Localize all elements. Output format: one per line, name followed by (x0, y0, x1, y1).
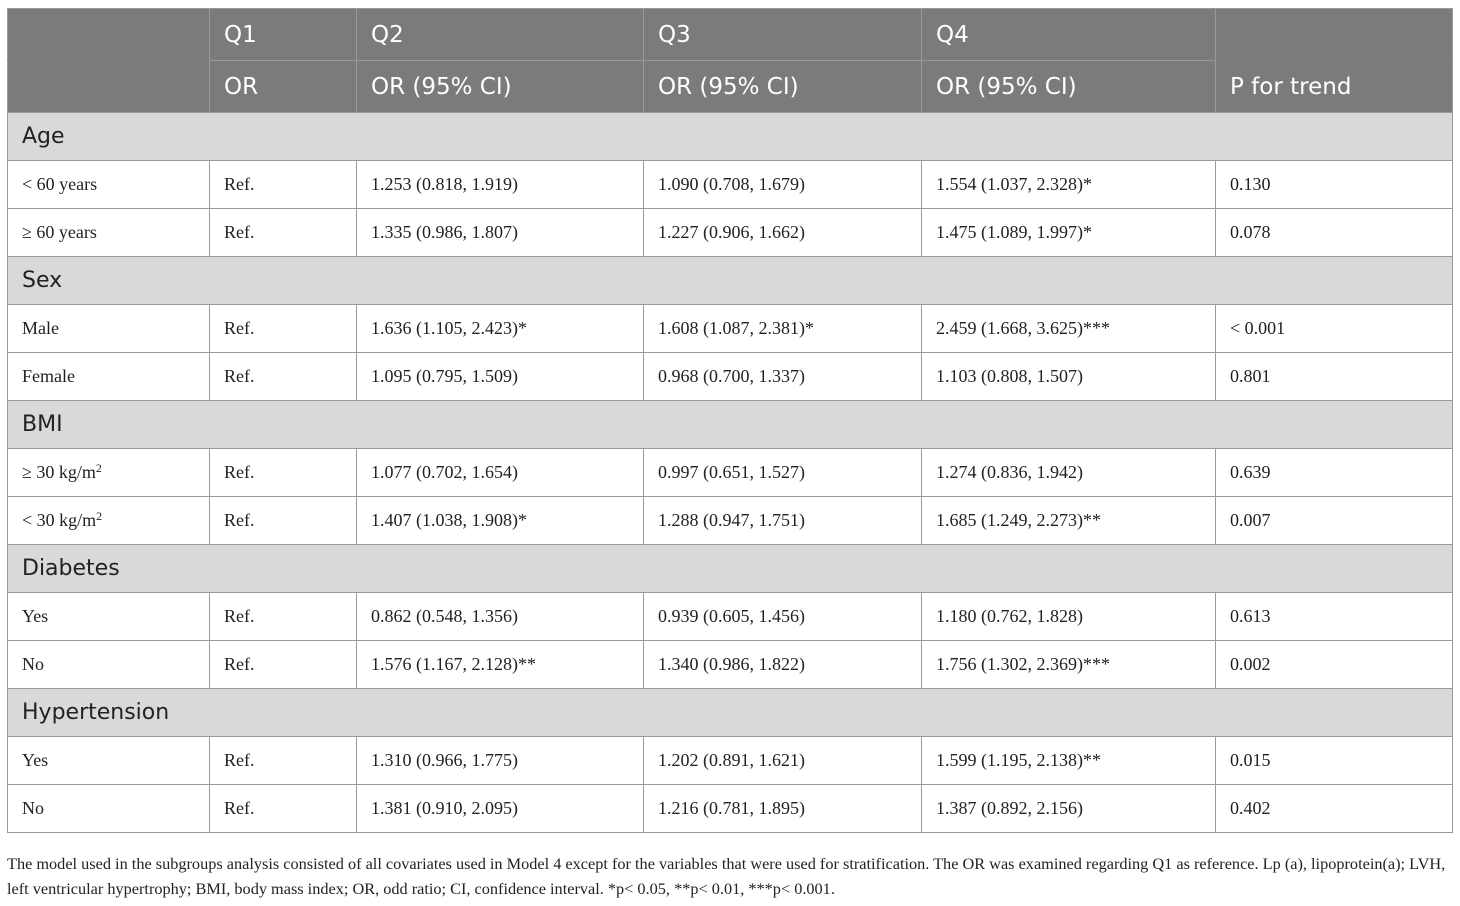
subgroup-label-cell (8, 497, 210, 545)
header-q2: Q2 (357, 9, 644, 61)
table-row (8, 353, 1453, 401)
table-footnote: The model used in the subgroups analysis consisted of all covariates used in Model 4 except for the variables that were used for stratification. The OR was examined regarding Q1 as reference. Lp (a), lipoprotein(a); LVH, left ventricular hypertrophy; BMI, body mass index; OR, odd ratio; CI, confidence interval. *p< 0.05, **p< 0.01, ***p< 0.001. (7, 854, 1446, 898)
subgroup-label-cell (8, 305, 210, 353)
q2-cell: 1.077 (0.702, 1.654) (357, 449, 644, 497)
table-body (8, 113, 1453, 833)
q1-cell: Ref. (210, 785, 357, 833)
q1-cell: Ref. (210, 449, 357, 497)
q4-cell: 1.387 (0.892, 2.156) (922, 785, 1216, 833)
subgroup-label-cell (8, 641, 210, 689)
q1-cell: Ref. (210, 209, 357, 257)
q3-cell: 0.997 (0.651, 1.527) (644, 449, 922, 497)
group-label: BMI (8, 401, 1453, 449)
group-label: Hypertension (8, 689, 1453, 737)
q4-cell: 1.475 (1.089, 1.997)* (922, 209, 1216, 257)
table-row (8, 737, 1453, 785)
q4-cell: 1.756 (1.302, 2.369)*** (922, 641, 1216, 689)
group-row (8, 113, 1453, 161)
q1-cell: Ref. (210, 305, 357, 353)
q3-cell: 1.202 (0.891, 1.621) (644, 737, 922, 785)
subgroup-label: Yes (22, 750, 49, 770)
unit-superscript: 2 (95, 461, 102, 475)
table-row (8, 785, 1453, 833)
q1-cell: Ref. (210, 737, 357, 785)
subgroup-label: No (22, 654, 44, 674)
subgroup-label: < 30 kg/m (22, 510, 97, 530)
header-or: OR (210, 61, 357, 113)
table-row (8, 161, 1453, 209)
header-or-ci: OR (95% CI) (644, 61, 922, 113)
q3-cell: 1.090 (0.708, 1.679) (644, 161, 922, 209)
unit-superscript: 2 (96, 509, 103, 523)
header-q4: Q4 (922, 9, 1216, 61)
subgroup-label-cell (8, 593, 210, 641)
table-row (8, 497, 1453, 545)
subgroup-label-cell (8, 161, 210, 209)
header-or-ci: OR (95% CI) (922, 61, 1216, 113)
group-row (8, 401, 1453, 449)
p-trend-cell: 0.078 (1216, 209, 1453, 257)
header-row-measures (8, 61, 1453, 113)
subgroup-or-table (7, 8, 1453, 833)
q4-cell: 1.685 (1.249, 2.273)** (922, 497, 1216, 545)
q3-cell: 1.608 (1.087, 2.381)* (644, 305, 922, 353)
header-row-quartiles (8, 9, 1453, 61)
group-row (8, 689, 1453, 737)
q1-cell: Ref. (210, 353, 357, 401)
p-trend-cell: 0.130 (1216, 161, 1453, 209)
subgroup-label-cell (8, 449, 210, 497)
subgroup-label-cell (8, 737, 210, 785)
q3-cell: 1.216 (0.781, 1.895) (644, 785, 922, 833)
subgroup-label: ≥ 30 kg/m (22, 462, 96, 482)
q3-cell: 1.227 (0.906, 1.662) (644, 209, 922, 257)
p-trend-cell: 0.613 (1216, 593, 1453, 641)
header-q3: Q3 (644, 9, 922, 61)
q4-cell: 2.459 (1.668, 3.625)*** (922, 305, 1216, 353)
subgroup-label: ≥ 60 years (22, 222, 97, 242)
q4-cell: 1.554 (1.037, 2.328)* (922, 161, 1216, 209)
table-row (8, 593, 1453, 641)
group-row (8, 545, 1453, 593)
table-row (8, 641, 1453, 689)
header-q1: Q1 (210, 9, 357, 61)
q3-cell: 1.340 (0.986, 1.822) (644, 641, 922, 689)
q2-cell: 1.636 (1.105, 2.423)* (357, 305, 644, 353)
q2-cell: 1.576 (1.167, 2.128)** (357, 641, 644, 689)
p-trend-cell: 0.015 (1216, 737, 1453, 785)
q2-cell: 0.862 (0.548, 1.356) (357, 593, 644, 641)
subgroup-label: Female (22, 366, 75, 386)
subgroup-label: No (22, 798, 44, 818)
header-blank-cell (1216, 9, 1453, 61)
table-row (8, 449, 1453, 497)
subgroup-label-cell (8, 353, 210, 401)
table-row (8, 209, 1453, 257)
q2-cell: 1.335 (0.986, 1.807) (357, 209, 644, 257)
p-trend-cell: 0.002 (1216, 641, 1453, 689)
subgroup-label: < 60 years (22, 174, 98, 194)
subgroup-label-cell (8, 209, 210, 257)
p-trend-cell: 0.639 (1216, 449, 1453, 497)
p-trend-cell: 0.402 (1216, 785, 1453, 833)
q3-cell: 0.939 (0.605, 1.456) (644, 593, 922, 641)
group-label: Age (8, 113, 1453, 161)
q1-cell: Ref. (210, 497, 357, 545)
group-row (8, 257, 1453, 305)
q2-cell: 1.095 (0.795, 1.509) (357, 353, 644, 401)
subgroup-label: Male (22, 318, 59, 338)
p-trend-cell: < 0.001 (1216, 305, 1453, 353)
q4-cell: 1.274 (0.836, 1.942) (922, 449, 1216, 497)
table-row (8, 305, 1453, 353)
q1-cell: Ref. (210, 641, 357, 689)
q3-cell: 0.968 (0.700, 1.337) (644, 353, 922, 401)
group-label: Sex (8, 257, 1453, 305)
q4-cell: 1.103 (0.808, 1.507) (922, 353, 1216, 401)
q1-cell: Ref. (210, 161, 357, 209)
header-or-ci: OR (95% CI) (357, 61, 644, 113)
p-trend-cell: 0.801 (1216, 353, 1453, 401)
q1-cell: Ref. (210, 593, 357, 641)
subgroup-label-cell (8, 785, 210, 833)
p-trend-cell: 0.007 (1216, 497, 1453, 545)
subgroup-label: Yes (22, 606, 49, 626)
q4-cell: 1.180 (0.762, 1.828) (922, 593, 1216, 641)
table-header (8, 9, 1453, 113)
q2-cell: 1.407 (1.038, 1.908)* (357, 497, 644, 545)
group-label: Diabetes (8, 545, 1453, 593)
q2-cell: 1.253 (0.818, 1.919) (357, 161, 644, 209)
header-blank-cell (8, 61, 210, 113)
q2-cell: 1.310 (0.966, 1.775) (357, 737, 644, 785)
q3-cell: 1.288 (0.947, 1.751) (644, 497, 922, 545)
q4-cell: 1.599 (1.195, 2.138)** (922, 737, 1216, 785)
q2-cell: 1.381 (0.910, 2.095) (357, 785, 644, 833)
header-blank-cell (8, 9, 210, 61)
header-p-for-trend: P for trend (1216, 61, 1453, 113)
